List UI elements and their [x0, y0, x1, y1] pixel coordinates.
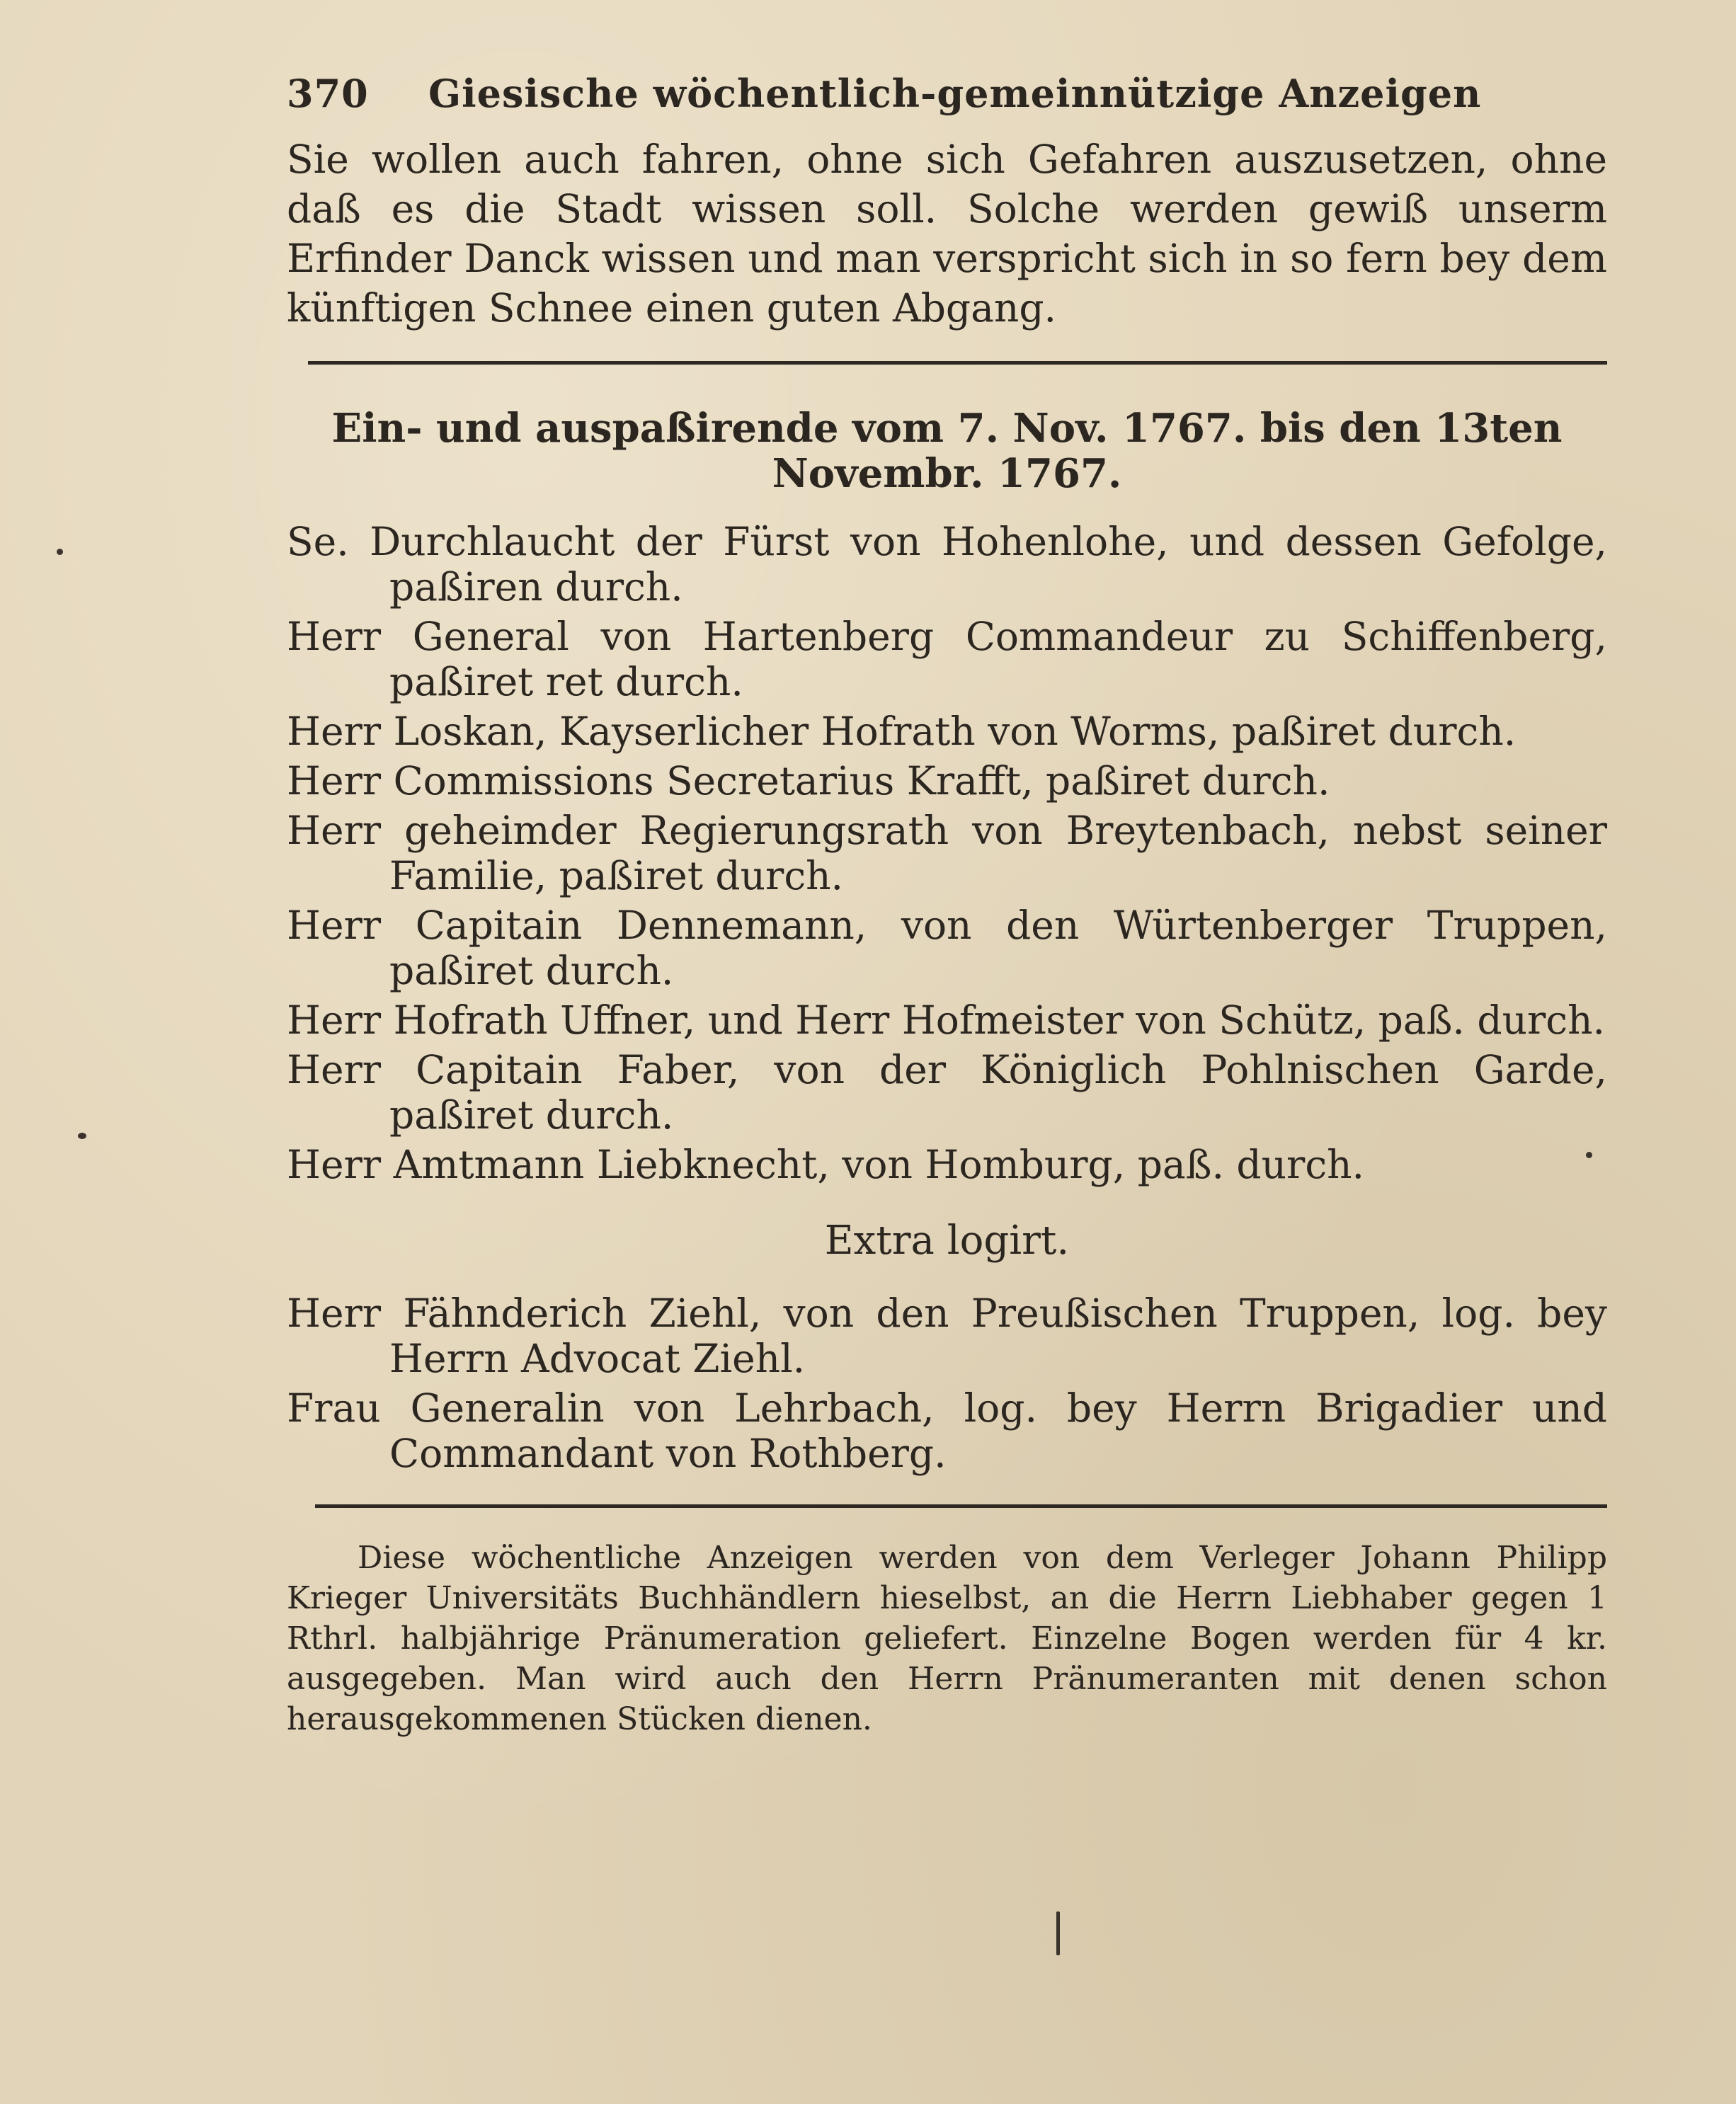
list-item: Herr Fähnderich Ziehl, von den Preußischen Truppen, log. bey Herrn Advocat Ziehl. [287, 1291, 1607, 1381]
list-item: Herr Capitain Faber, von der Königlich Pohlnischen Garde, paßiret durch. [287, 1047, 1607, 1138]
ink-speck [1586, 1152, 1592, 1158]
list-item: Herr General von Hartenberg Commandeur zu Schiffenberg, paßiret ret durch. [287, 614, 1607, 704]
page-content [287, 71, 1607, 1771]
list-item: Se. Durchlaucht der Fürst von Hohenlohe, und dessen Gefolge, paßiren durch. [287, 519, 1607, 610]
publication-title: Giesische wöchentlich-gemeinnützige Anzeigen [428, 71, 1482, 116]
list-item: Herr geheimder Regierungsrath von Breytenbach, nebst seiner Familie, paßiret durch. [287, 808, 1607, 898]
list-item: Frau Generalin von Lehrbach, log. bey Herrn Brigadier und Commandant von Rothberg. [287, 1385, 1607, 1476]
list-item: Herr Commissions Secretarius Krafft, paßiret durch. [287, 758, 1330, 804]
colophon: Diese wöchentliche Anzeigen werden von dem Verleger Johann Philipp Krieger Universitäts Buchhändlern hieselbst, an die Herrn Liebhaber gegen 1 Rthrl. halbjährige Pränumeration geliefert. Einzelne Bogen werden für 4 kr. ausgegeben. Man wird auch den Herrn Pränumeranten mit denen schon herausgekommenen Stücken dienen. [287, 1540, 1607, 1737]
footer-divider [315, 1504, 1607, 1508]
section-divider [308, 361, 1607, 365]
section-title: Ein- und auspaßirende vom 7. Nov. 1767. bis den 13ten Novembr. 1767. [331, 405, 1563, 497]
ink-stroke-mark [1056, 1911, 1060, 1955]
intro-paragraph: Sie wollen auch fahren, ohne sich Gefahren auszusetzen, ohne daß es die Stadt wissen soll. Solche werden gewiß unserm Erfinder Danck wissen und man verspricht sich in so fern bey dem künftigen Schnee einen guten Abgang. [287, 137, 1607, 331]
ink-speck [57, 549, 63, 555]
list-item: Herr Loskan, Kayserlicher Hofrath von Worms, paßiret durch. [287, 709, 1517, 754]
extra-lodging-list [287, 1291, 1607, 1476]
page-number: 370 [287, 71, 369, 116]
subheading-extra-logirt: Extra logirt. [824, 1218, 1070, 1264]
ink-speck [78, 1133, 86, 1139]
running-head [287, 71, 1607, 127]
list-item: Herr Hofrath Uffner, und Herr Hofmeister von Schütz, paß. durch. [287, 997, 1605, 1043]
arrivals-list [287, 519, 1607, 1187]
list-item: Herr Amtmann Liebknecht, von Homburg, paß. durch. [287, 1142, 1365, 1187]
list-item: Herr Capitain Dennemann, von den Würtenberger Truppen, paßiret durch. [287, 903, 1607, 993]
